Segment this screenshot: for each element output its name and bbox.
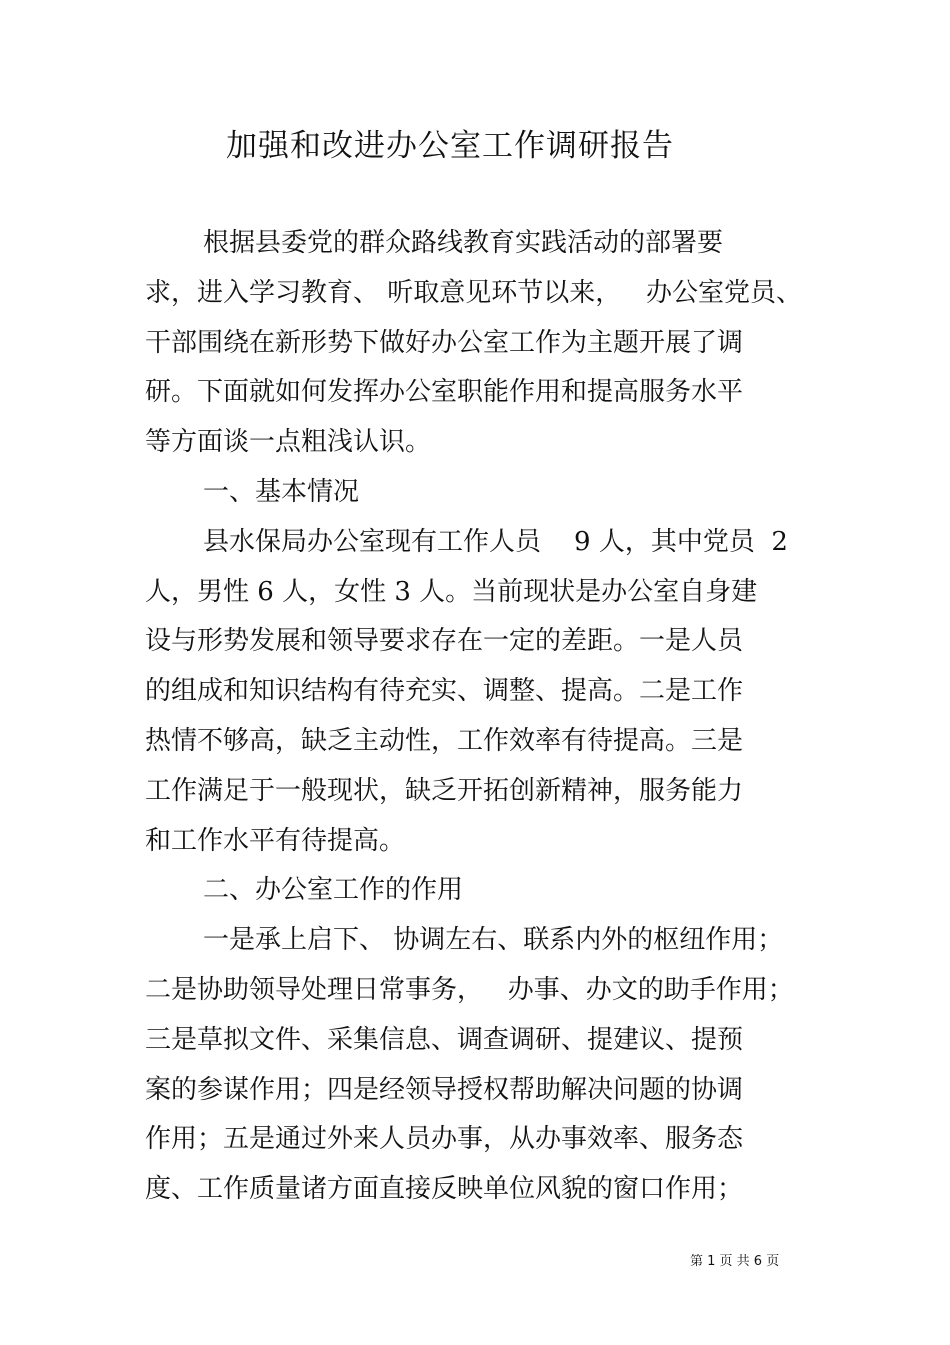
paragraph-line: 的组成和知识结构有待充实、调整、提高。二是工作 bbox=[145, 676, 744, 707]
paragraph-line: 和工作水平有待提高。 bbox=[145, 825, 406, 856]
paragraph-line: 干部围绕在新形势下做好办公室工作为主题开展了调 bbox=[145, 327, 744, 358]
section-heading: 一、基本情况 bbox=[203, 476, 360, 507]
paragraph-line: 根据县委党的群众路线教育实践活动的部署要 bbox=[203, 228, 724, 258]
paragraph-line: 县水保局办公室现有工作人员 9 人，其中党员 2 bbox=[203, 526, 788, 557]
paragraph-line: 研。下面就如何发挥办公室职能作用和提高服务水平 bbox=[145, 377, 744, 408]
paragraph-line: 热情不够高，缺乏主动性，工作效率有待提高。三是 bbox=[145, 725, 744, 756]
paragraph-line: 案的参谋作用；四是经领导授权帮助解决问题的协调 bbox=[145, 1074, 744, 1105]
paragraph-line: 二是协助领导处理日常事务， 办事、办文的助手作用； bbox=[145, 974, 794, 1005]
paragraph-line: 三是草拟文件、采集信息、调查调研、提建议、提预 bbox=[145, 1024, 744, 1055]
page-number-footer: 第 1 页 共 6 页 bbox=[690, 1254, 780, 1269]
paragraph-line: 求，进入学习教育、 听取意见环节以来， 办公室党员、 bbox=[145, 277, 803, 308]
section-heading: 二、办公室工作的作用 bbox=[203, 875, 464, 906]
paragraph-line: 人，男性 6 人，女性 3 人。当前现状是办公室自身建 bbox=[145, 576, 758, 607]
document-title: 加强和改进办公室工作调研报告 bbox=[226, 128, 674, 164]
paragraph-line: 工作满足于一般现状，缺乏开拓创新精神，服务能力 bbox=[145, 775, 744, 806]
document-body bbox=[145, 219, 815, 1215]
paragraph-line: 等方面谈一点粗浅认识。 bbox=[145, 427, 432, 458]
paragraph-line: 一是承上启下、 协调左右、联系内外的枢纽作用； bbox=[203, 925, 784, 956]
paragraph-line: 设与形势发展和领导要求存在一定的差距。一是人员 bbox=[145, 626, 744, 657]
paragraph-line: 度、工作质量诸方面直接反映单位风貌的窗口作用； bbox=[145, 1174, 744, 1205]
paragraph-line: 作用；五是通过外来人员办事，从办事效率、服务态 bbox=[145, 1124, 744, 1155]
